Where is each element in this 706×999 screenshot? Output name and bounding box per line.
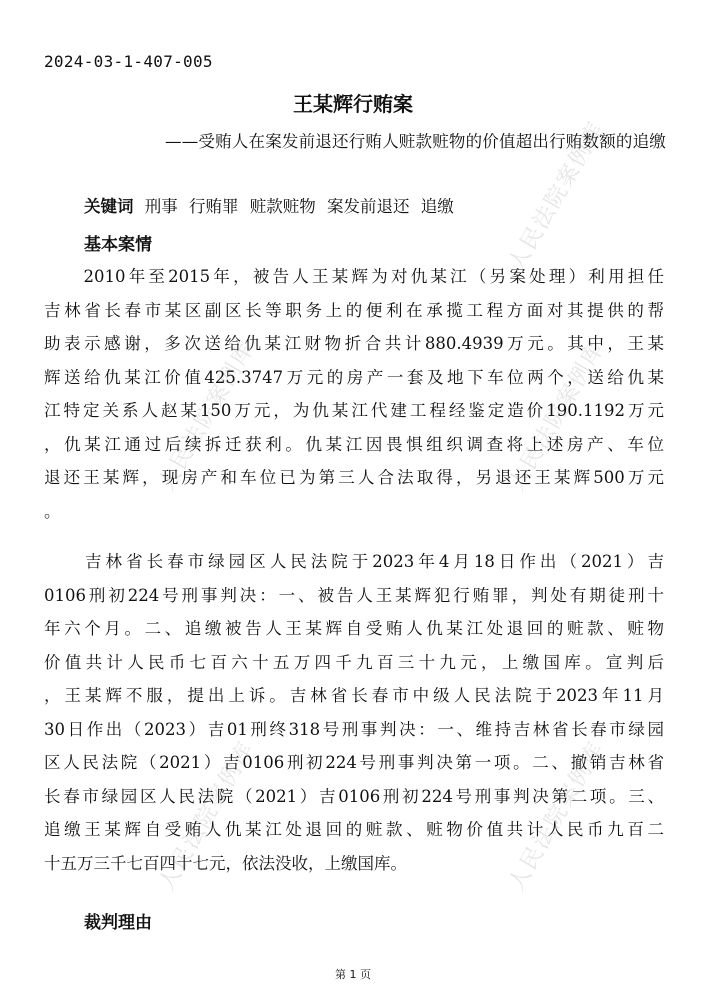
case-title: 王某辉行贿案 — [293, 92, 413, 116]
case-subtitle: ——受贿人在案发前退还行贿人赃款赃物的价值超出行贿数额的追缴 — [165, 132, 666, 151]
judgment-paragraph — [44, 545, 664, 880]
watermark: 人民法院案例库 — [504, 116, 610, 275]
text-line: 辉送给仇某江价值425.3747万元的房产一套及地下车位两个，送给仇某 — [44, 367, 664, 387]
keyword: 刑事 — [144, 197, 178, 216]
text-line: 价值共计人民币七百六十五万四千九百三十九元，上缴国库。宣判后 — [44, 652, 664, 672]
text-line: 区人民法院（2021）吉0106刑初224号刑事判决第一项。二、撤销吉林省 — [44, 753, 664, 772]
page-number: 第 1 页 — [335, 968, 371, 981]
text-line: 退还王某辉，现房产和车位已为第三人合法取得，另退还王某辉500万元 — [44, 468, 664, 487]
keyword: 行贿罪 — [189, 197, 239, 216]
text-line: 0106刑初224号刑事判决：一、被告人王某辉犯行贿罪，判处有期徒刑十 — [44, 585, 664, 605]
text-line: 吉林省长春市绿园区人民法院于2023年4月18日作出（2021）吉 — [44, 552, 664, 571]
section-heading-reasoning: 裁判理由 — [84, 913, 152, 933]
text-line: ，王某辉不服，提出上诉。吉林省长春市中级人民法院于2023年11月 — [44, 686, 664, 705]
keyword: 案发前退还 — [327, 197, 410, 216]
keyword: 追缴 — [420, 197, 454, 216]
text-line: 30日作出（2023）吉01刑终318号刑事判决：一、维持吉林省长春市绿园 — [44, 719, 664, 739]
watermark: 人民法院案例库 — [504, 736, 610, 895]
facts-paragraph — [44, 260, 664, 528]
keywords-row — [84, 193, 454, 217]
text-line: 年六个月。二、追缴被告人王某辉自受贿人仇某江处退回的赃款、赃物 — [44, 619, 664, 638]
case-number: 2024-03-1-407-005 — [44, 52, 213, 71]
watermark: 人民法院案例库 — [504, 336, 610, 495]
section-heading-basic-facts: 基本案情 — [84, 235, 152, 255]
text-line: 吉林省长春市某区副区长等职务上的便利在承揽工程方面对其提供的帮 — [44, 300, 664, 320]
text-line: 。 — [44, 501, 61, 521]
text-line: 助表示感谢，多次送给仇某江财物折合共计880.4939万元。其中，王某 — [44, 334, 664, 353]
keywords-label: 关键词 — [84, 197, 134, 216]
text-line: 2010年至2015年，被告人王某辉为对仇某江（另案处理）利用担任 — [44, 267, 664, 286]
watermark: 人民法院案例库 — [154, 736, 260, 895]
text-line: 长春市绿园区人民法院（2021）吉0106刑初224号刑事判决第二项。三、 — [44, 786, 664, 806]
text-line: ，仇某江通过后续拆迁获利。仇某江因畏惧组织调查将上述房产、车位 — [44, 434, 664, 454]
keyword: 赃款赃物 — [249, 197, 316, 216]
text-line: 江特定关系人赵某150万元，为仇某江代建工程经鉴定造价190.1192万元 — [44, 401, 664, 420]
text-line: 追缴王某辉自受贿人仇某江处退回的赃款、赃物价值共计人民币九百二 — [44, 820, 664, 839]
text-line: 十五万三千七百四十七元，依法没收，上缴国库。 — [44, 853, 407, 873]
watermark: 人民法院案例库 — [154, 336, 260, 495]
